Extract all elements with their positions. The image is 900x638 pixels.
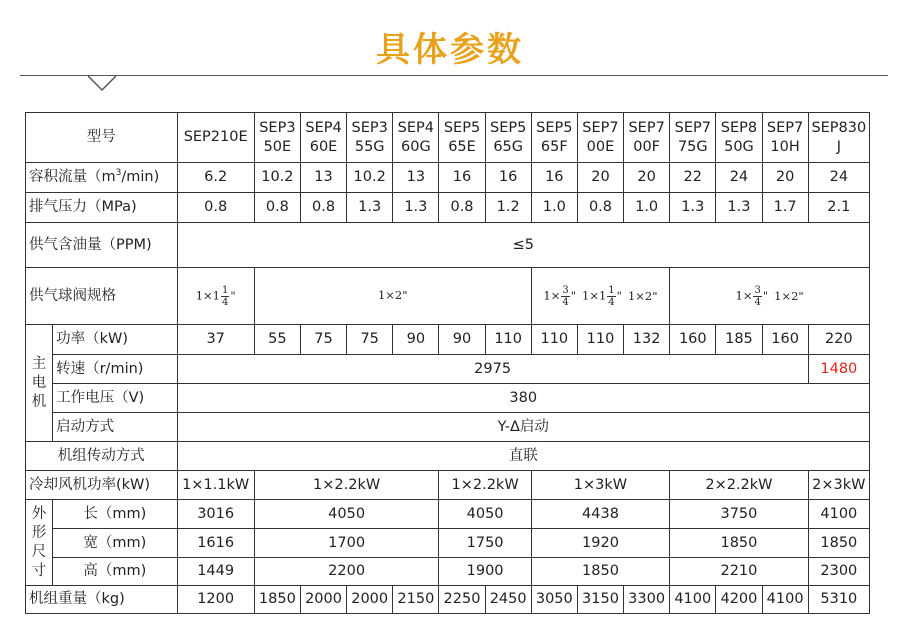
pressure-cell: 1.0	[624, 193, 670, 223]
start-value: Y-Δ启动	[177, 413, 869, 442]
length-cell: 3016	[177, 500, 254, 529]
label-start: 启动方式	[53, 413, 177, 442]
model-cell: SEP3 55G	[347, 113, 393, 163]
pressure-cell: 1.3	[716, 193, 762, 223]
fan-cell: 1×2.2kW	[254, 471, 439, 500]
weight-cell: 2000	[347, 586, 393, 614]
model-cell: SEP5 65E	[439, 113, 485, 163]
model-cell: SEP5 65G	[485, 113, 531, 163]
fan-cell: 2×3kW	[808, 471, 869, 500]
weight-cell: 3300	[624, 586, 670, 614]
height-cell: 1449	[177, 558, 254, 586]
power-cell: 185	[716, 325, 762, 355]
label-weight: 机组重量（kg)	[26, 586, 178, 614]
table-row-power	[26, 325, 870, 355]
valve-cell-1: 1×1 $\frac{1}{4}$ "	[177, 268, 254, 325]
fan-cell: 1×2.2kW	[439, 471, 531, 500]
power-cell: 132	[624, 325, 670, 355]
table-row-pressure	[26, 193, 870, 223]
height-cell: 2300	[808, 558, 869, 586]
weight-cell: 2450	[485, 586, 531, 614]
label-motor-group: 主 电 机	[26, 325, 53, 442]
model-cell: SEP7 00F	[624, 113, 670, 163]
flow-cell: 20	[624, 163, 670, 193]
label-power: 功率（kW)	[53, 325, 177, 355]
length-cell: 4438	[531, 500, 669, 529]
width-cell: 1850	[808, 529, 869, 558]
weight-cell: 4200	[716, 586, 762, 614]
model-cell: SEP8 50G	[716, 113, 762, 163]
model-cell: SEP830 J	[808, 113, 869, 163]
table-row-model	[26, 113, 870, 163]
length-cell: 3750	[670, 500, 808, 529]
table-row-height	[26, 558, 870, 586]
length-cell: 4050	[254, 500, 439, 529]
flow-cell: 22	[670, 163, 716, 193]
flow-cell: 24	[716, 163, 762, 193]
label-voltage: 工作电压（V)	[53, 384, 177, 413]
height-cell: 1850	[531, 558, 669, 586]
model-cell: SEP4 60G	[393, 113, 439, 163]
flow-cell: 10.2	[254, 163, 300, 193]
label-valve: 供气球阀规格	[26, 268, 178, 325]
flow-cell: 16	[531, 163, 577, 193]
pressure-cell: 1.2	[485, 193, 531, 223]
power-cell: 55	[254, 325, 300, 355]
label-dim-group: 外 形 尺 寸	[26, 500, 53, 586]
width-cell: 1850	[670, 529, 808, 558]
power-cell: 110	[485, 325, 531, 355]
height-cell: 1900	[439, 558, 531, 586]
page-title: 具体参数	[376, 30, 524, 70]
weight-cell: 2250	[439, 586, 485, 614]
label-fan: 冷却风机功率(kW)	[26, 471, 178, 500]
fan-cell: 2×2.2kW	[670, 471, 808, 500]
table-row-voltage	[26, 384, 870, 413]
valve-cell-3: 1× $\frac{3}{4}$ " 1×1 $\frac{1}{4}$ " 1×2"	[531, 268, 669, 325]
table-row-drive	[26, 442, 870, 471]
label-width: 宽（mm)	[53, 529, 177, 558]
voltage-value: 380	[177, 384, 869, 413]
height-cell: 2200	[254, 558, 439, 586]
speed-value: 2975	[177, 355, 808, 384]
model-cell: SEP3 50E	[254, 113, 300, 163]
pressure-cell: 0.8	[254, 193, 300, 223]
speed-value-highlight: 1480	[808, 355, 869, 384]
label-height: 高（mm)	[53, 558, 177, 586]
model-cell: SEP7 75G	[670, 113, 716, 163]
fan-cell: 1×1.1kW	[177, 471, 254, 500]
model-cell: SEP5 65F	[531, 113, 577, 163]
weight-cell: 4100	[762, 586, 808, 614]
flow-cell: 6.2	[177, 163, 254, 193]
pressure-cell: 1.7	[762, 193, 808, 223]
weight-cell: 1200	[177, 586, 254, 614]
flow-cell: 16	[439, 163, 485, 193]
table-row-start	[26, 413, 870, 442]
pressure-cell: 0.8	[577, 193, 623, 223]
table-row-valve	[26, 268, 870, 325]
weight-cell: 2150	[393, 586, 439, 614]
flow-cell: 13	[393, 163, 439, 193]
drive-value: 直联	[177, 442, 869, 471]
weight-cell: 3150	[577, 586, 623, 614]
power-cell: 110	[531, 325, 577, 355]
power-cell: 75	[300, 325, 346, 355]
table-row-width	[26, 529, 870, 558]
power-cell: 37	[177, 325, 254, 355]
table-row-speed	[26, 355, 870, 384]
pressure-cell: 1.3	[393, 193, 439, 223]
table-row-weight	[26, 586, 870, 614]
flow-cell: 16	[485, 163, 531, 193]
power-cell: 90	[439, 325, 485, 355]
power-cell: 160	[670, 325, 716, 355]
width-cell: 1920	[531, 529, 669, 558]
height-cell: 2210	[670, 558, 808, 586]
pressure-cell: 0.8	[439, 193, 485, 223]
model-cell: SEP210E	[177, 113, 254, 163]
label-oil: 供气含油量（PPM)	[26, 223, 178, 268]
power-cell: 160	[762, 325, 808, 355]
length-cell: 4100	[808, 500, 869, 529]
flow-cell: 20	[577, 163, 623, 193]
label-model: 型号	[26, 113, 178, 163]
weight-cell: 4100	[670, 586, 716, 614]
title-divider	[20, 75, 888, 76]
oil-value: ≤5	[177, 223, 869, 268]
label-pressure: 排气压力（MPa)	[26, 193, 178, 223]
power-cell: 220	[808, 325, 869, 355]
width-cell: 1700	[254, 529, 439, 558]
weight-cell: 3050	[531, 586, 577, 614]
chevron-down-icon	[88, 76, 116, 92]
flow-cell: 20	[762, 163, 808, 193]
table-row-flow	[26, 163, 870, 193]
weight-cell: 2000	[300, 586, 346, 614]
pressure-cell: 1.0	[531, 193, 577, 223]
flow-cell: 10.2	[347, 163, 393, 193]
label-speed: 转速（r/min)	[53, 355, 177, 384]
fan-cell: 1×3kW	[531, 471, 669, 500]
valve-cell-2: 1×2"	[254, 268, 531, 325]
model-cell: SEP7 00E	[577, 113, 623, 163]
flow-cell: 24	[808, 163, 869, 193]
label-flow: 容积流量$(m^3/\min)$	[26, 163, 178, 193]
power-cell: 110	[577, 325, 623, 355]
width-cell: 1616	[177, 529, 254, 558]
table-row-length	[26, 500, 870, 529]
weight-cell: 5310	[808, 586, 869, 614]
pressure-cell: 2.1	[808, 193, 869, 223]
pressure-cell: 0.8	[177, 193, 254, 223]
flow-cell: 13	[300, 163, 346, 193]
table-row-oil	[26, 223, 870, 268]
length-cell: 4050	[439, 500, 531, 529]
pressure-cell: 1.3	[670, 193, 716, 223]
valve-cell-4: 1× $\frac{3}{4}$ " 1×2"	[670, 268, 870, 325]
pressure-cell: 0.8	[300, 193, 346, 223]
table-row-fan	[26, 471, 870, 500]
pressure-cell: 1.3	[347, 193, 393, 223]
width-cell: 1750	[439, 529, 531, 558]
power-cell: 90	[393, 325, 439, 355]
model-cell: SEP4 60E	[300, 113, 346, 163]
label-length: 长（mm)	[53, 500, 177, 529]
power-cell: 75	[347, 325, 393, 355]
weight-cell: 1850	[254, 586, 300, 614]
spec-table	[25, 112, 870, 614]
label-drive: 机组传动方式	[26, 442, 178, 471]
model-cell: SEP7 10H	[762, 113, 808, 163]
